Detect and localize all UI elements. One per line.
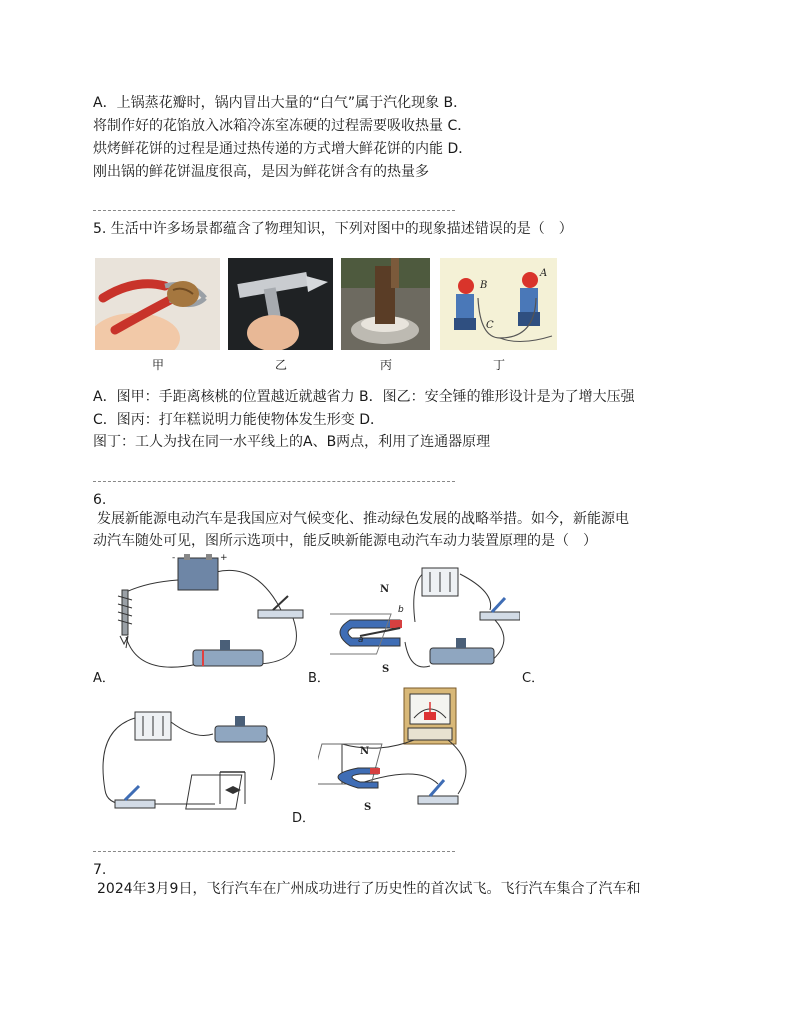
q5-stem: 5. 生活中许多场景都蕴含了物理知识，下列对图中的现象描述错误的是（ ） (93, 221, 573, 237)
magnet-label-s: S (382, 664, 390, 675)
separator (93, 481, 455, 482)
q4-line-3: 烘烤鲜花饼的过程是通过热传递的方式增大鲜花饼的内能 D． (93, 141, 473, 157)
conductor-label-a: a (358, 635, 364, 645)
q5-option-line-1: A．图甲：手距离核桃的位置越近就越省力 B．图乙：安全锤的锥形设计是为了增大压强 (93, 389, 635, 405)
q6-option-b-label: B． (308, 671, 330, 686)
figure-ding-workers (440, 258, 557, 350)
svg-text:-: - (172, 553, 176, 563)
figure-bing-rice-cake (341, 258, 430, 350)
figure-label-a: A (540, 268, 548, 279)
generator-label-s: S (364, 802, 372, 813)
figure-yi-safety-hammer (228, 258, 333, 350)
figure-c-oersted (95, 700, 280, 820)
svg-text:+: + (220, 553, 228, 563)
caption-jia: 甲 (151, 358, 164, 372)
figure-b-motor (330, 562, 520, 686)
q7-stem: 2024年3月9日，飞行汽车在广州成功进行了历史性的首次试飞。飞行汽车集合了汽车和 (97, 881, 641, 897)
figure-jia-nutcracker (95, 258, 220, 350)
q6-option-d-label: D． (292, 811, 316, 826)
figure-a-electromagnet (108, 552, 308, 682)
q5-option-line-3: 图丁：工人为找在同一水平线上的A、B两点，利用了连通器原理 (93, 434, 491, 450)
figure-label-c: C (486, 320, 494, 331)
figure-label-b: B (480, 280, 488, 291)
q6-number: 6. (93, 492, 107, 508)
caption-ding: 丁 (492, 358, 505, 372)
q4-line-2: 将制作好的花馅放入冰箱冷冻室冻硬的过程需要吸收热量 C． (93, 118, 472, 134)
figure-d-generator (318, 684, 478, 824)
q6-option-a-label: A． (93, 671, 115, 686)
caption-bing: 丙 (379, 358, 392, 372)
q6-stem-line-1: 发展新能源电动汽车是我国应对气候变化、推动绿色发展的战略举措。如今，新能源电 (97, 511, 629, 527)
q5-option-line-2: C．图丙：打年糕说明力能使物体发生形变 D． (93, 412, 385, 428)
q6-stem-line-2: 动汽车随处可见，图所示选项中，能反映新能源电动汽车动力装置原理的是（ ） (93, 533, 597, 549)
separator (93, 210, 455, 211)
q4-line-1: A．上锅蒸花瓣时，锅内冒出大量的“白气”属于汽化现象 B． (93, 95, 468, 111)
caption-yi: 乙 (274, 358, 287, 372)
q6-option-c-label: C． (522, 671, 545, 686)
conductor-label-b: b (398, 605, 404, 615)
q4-line-4: 刚出锅的鲜花饼温度很高，是因为鲜花饼含有的热量多 (93, 164, 429, 180)
generator-label-n: N (360, 746, 370, 757)
magnet-label-n: N (380, 584, 390, 595)
q7-number: 7. (93, 862, 107, 878)
separator (93, 851, 455, 852)
